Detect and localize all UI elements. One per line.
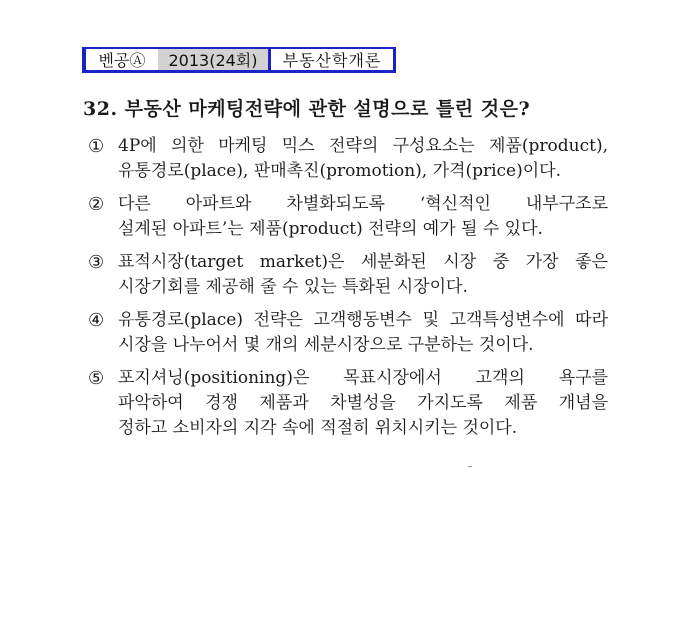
choice-line: 유통경로(place) 전략은 고객행동변수 및 고객특성변수에 따라: [118, 310, 608, 330]
choice-line: 시장기회를 제공해 줄 수 있는 특화된 시장이다.: [118, 277, 468, 297]
choice-number: ①: [88, 136, 105, 157]
choice-text: [118, 366, 608, 441]
choice-number: ④: [88, 310, 105, 331]
choice-text: [118, 192, 608, 242]
choice-line: 다른 아파트와 차별화되도록 ‘혁신적인 내부구조로: [118, 194, 608, 214]
exam-header: [82, 47, 396, 73]
choice-text: [118, 308, 608, 358]
choice-line: 파악하여 경쟁 제품과 차별성을 가지도록 제품 개념을: [118, 393, 608, 413]
scan-speck: [468, 466, 472, 467]
choice-1: [88, 134, 608, 184]
exam-year-label: 2013(24회): [158, 47, 268, 73]
choice-line: 포지셔닝(positioning)은 목표시장에서 고객의 욕구를: [118, 368, 608, 388]
question-title: 32. 부동산 마케팅전략에 관한 설명으로 틀린 것은?: [83, 98, 531, 120]
choice-line: 시장을 나누어서 몇 개의 세분시장으로 구분하는 것이다.: [118, 335, 534, 355]
choice-line: 유통경로(place), 판매촉진(promotion), 가격(price)이다.: [118, 161, 561, 181]
choice-text: [118, 134, 608, 184]
choice-2: [88, 192, 608, 242]
exam-series-label: 벤공Ⓐ: [82, 47, 158, 73]
answer-choices: [88, 134, 608, 449]
choice-line: 표적시장(target market)은 세분화된 시장 중 가장 좋은: [118, 252, 608, 272]
choice-3: [88, 250, 608, 300]
choice-line: 정하고 소비자의 지각 속에 적절히 위치시키는 것이다.: [118, 418, 518, 438]
exam-subject-label: 부동산학개론: [268, 47, 396, 73]
choice-text: [118, 250, 608, 300]
choice-5: [88, 366, 608, 441]
choice-number: ③: [88, 252, 105, 273]
choice-line: 설계된 아파트’는 제품(product) 전략의 예가 될 수 있다.: [118, 219, 543, 239]
choice-line: 4P에 의한 마케팅 믹스 전략의 구성요소는 제품(product),: [118, 136, 608, 156]
choice-number: ⑤: [88, 368, 105, 389]
choice-number: ②: [88, 194, 105, 215]
choice-4: [88, 308, 608, 358]
